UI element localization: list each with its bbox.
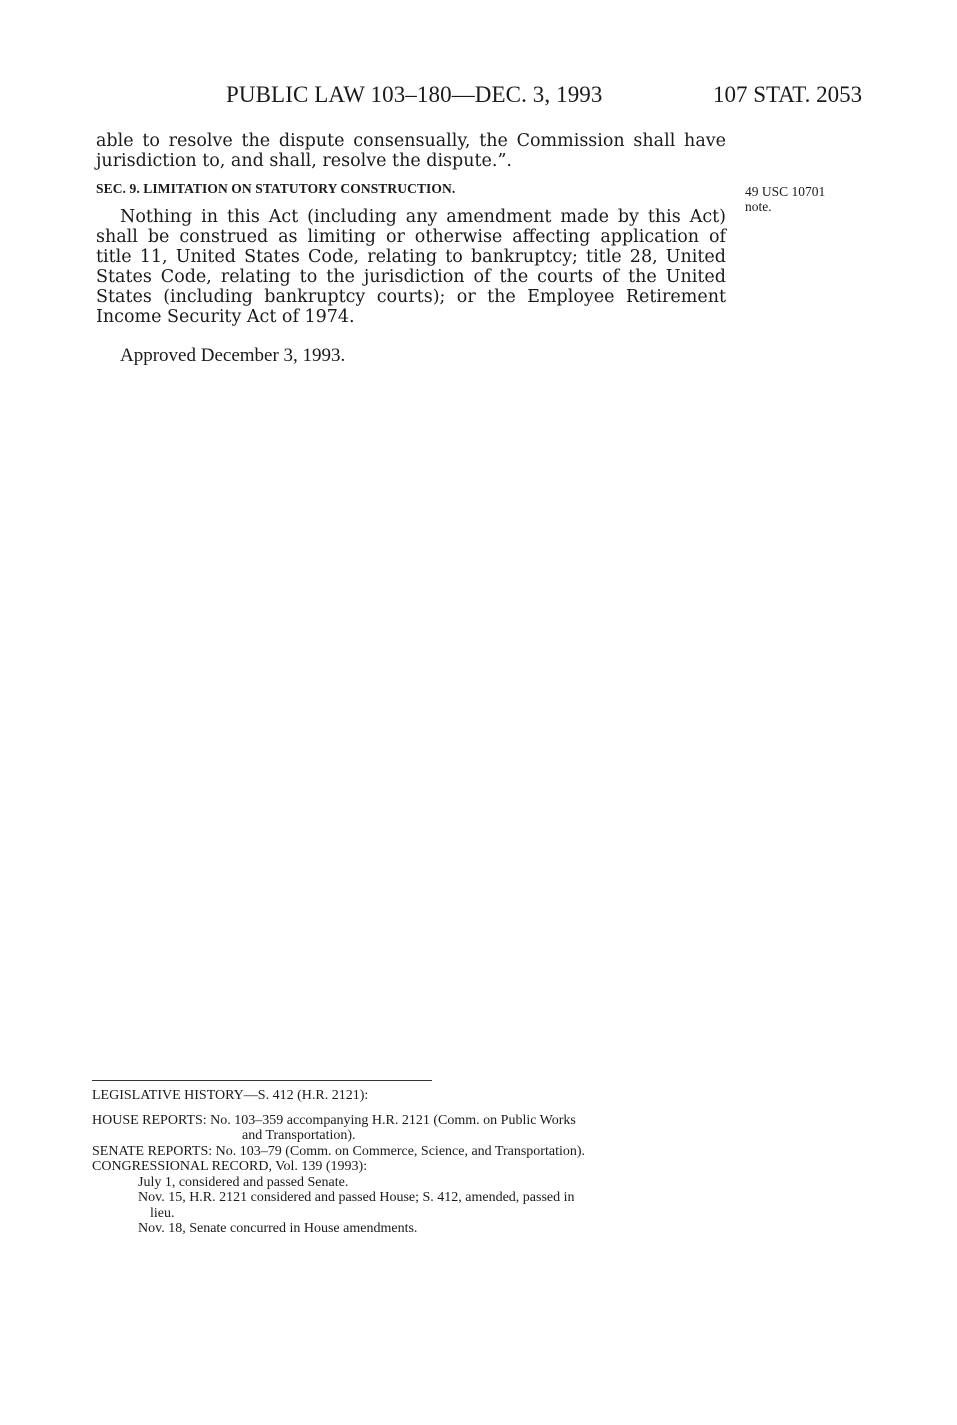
record-entry: July 1, considered and passed Senate. — [138, 1174, 349, 1190]
record-entry-continued: lieu. — [150, 1205, 175, 1221]
section-paragraph: Nothing in this Act (including any amendment made by this Act) shall be construed as limiting or otherwise affecting application of title 11, United States Code, relating to bankruptcy; title 28, United States Code, relating to the jurisdiction of the courts of the United States (including bankruptcy courts); or the Employee Retirement Income Security Act of 1974. — [96, 207, 726, 327]
statute-page-number: 107 STAT. 2053 — [713, 82, 863, 107]
legislative-history — [92, 1088, 732, 1237]
page-header — [0, 82, 957, 112]
legislative-history-title: LEGISLATIVE HISTORY—S. 412 (H.R. 2121): — [92, 1088, 369, 1103]
continuation-paragraph: able to resolve the dispute consensually, the Commission shall have jurisdiction to, and shall, resolve the dispute.”. — [96, 131, 726, 171]
section-heading: SEC. 9. LIMITATION ON STATUTORY CONSTRUCTION. — [96, 181, 456, 196]
footnote-divider — [92, 1080, 432, 1081]
house-reports: HOUSE REPORTS: No. 103–359 accompanying H.R. 2121 (Comm. on Public Works — [92, 1112, 576, 1128]
house-reports-continued: and Transportation). — [242, 1128, 356, 1143]
approval-date: Approved December 3, 1993. — [120, 345, 346, 366]
running-title: PUBLIC LAW 103–180—DEC. 3, 1993 — [226, 82, 603, 107]
congressional-record: CONGRESSIONAL RECORD, Vol. 139 (1993): — [92, 1159, 368, 1174]
record-entry: Nov. 18, Senate concurred in House amendments. — [138, 1221, 418, 1236]
margin-note-citation: 49 USC 10701 — [745, 184, 826, 199]
record-entry: Nov. 15, H.R. 2121 considered and passed House; S. 412, amended, passed in — [138, 1190, 575, 1205]
margin-note-suffix: note. — [745, 199, 772, 214]
senate-reports: SENATE REPORTS: No. 103–79 (Comm. on Commerce, Science, and Transportation). — [92, 1143, 586, 1159]
margin-note — [745, 184, 855, 214]
